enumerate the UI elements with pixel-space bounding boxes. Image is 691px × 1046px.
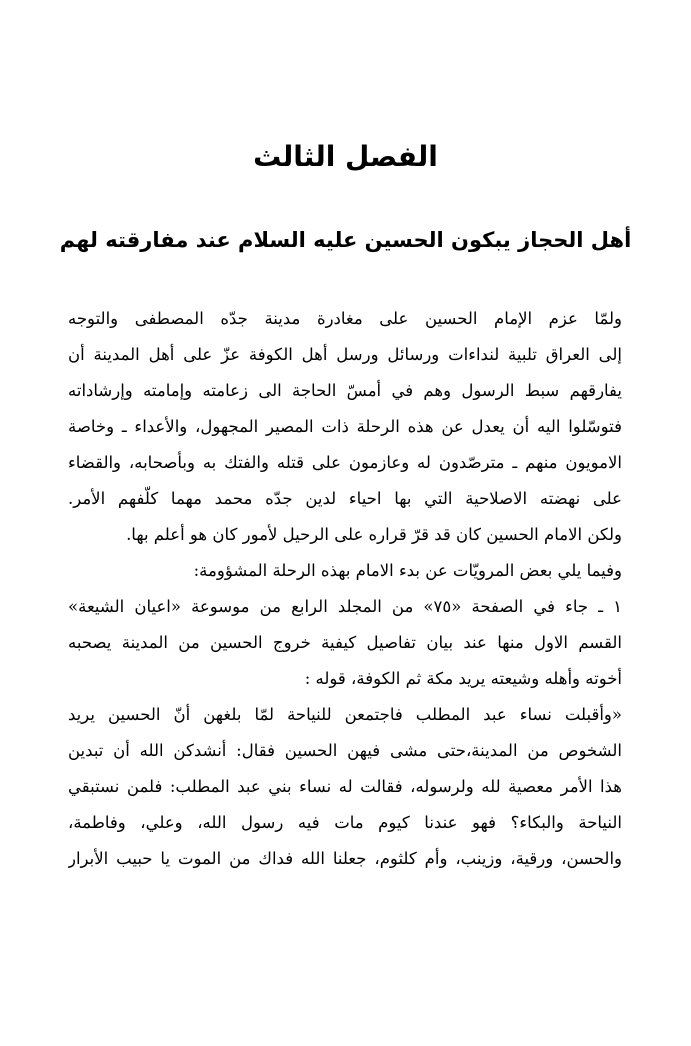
text-line: القسم الاول منها عند بيان تفاصيل كيفية خروج الحسين من المدينة يصحبه <box>68 633 622 652</box>
text-line: يفارقهم سبط الرسول وهم في أمسّ الحاجة الى زعامته وإمامته وإرشاداته <box>68 381 622 400</box>
body-text <box>68 301 622 877</box>
text-line: ولكن الامام الحسين كان قد قرّ قراره على الرحيل لأمور كان هو أعلم بها. <box>126 525 622 544</box>
text-line: والحسن، ورقية، وزينب، وأم كلثوم، جعلنا الله فداك من الموت يا حبيب الأبرار <box>68 849 622 868</box>
text-line: فتوسّلوا اليه أن يعدل عن هذه الرحلة ذات المصير المجهول، والأعداء ـ وخاصة <box>68 417 622 436</box>
text-line: ولمّا عزم الإمام الحسين على مغادرة مدينة جدّه المصطفى والتوجه <box>68 309 622 328</box>
text-line: الامويون منهم ـ مترصّدون له وعازمون على قتله والفتك به وبأصحابه، والقضاء <box>68 453 622 472</box>
text-line: ١ ـ جاء في الصفحة «٧٥» من المجلد الرابع من موسوعة «اعيان الشيعة» <box>68 597 622 616</box>
text-line: إلى العراق تلبية لنداءات ورسائل ورسل أهل الكوفة عزّ على أهل المدينة أن <box>68 345 622 364</box>
section-title: أهل الحجاز يبكون الحسين عليه السلام عند مفارقته لهم <box>59 228 632 252</box>
text-line: على نهضته الاصلاحية التي بها احياء لدين جدّه محمد مهما كلّفهم الأمر. <box>68 489 622 508</box>
text-line: الشخوص من المدينة،حتى مشى فيهن الحسين فقال: أنشدكن الله أن تبدين <box>68 741 622 760</box>
text-line: هذا الأمر معصية لله ولرسوله، فقالت له نساء بني عبد المطلب: فلمن نستبقي <box>68 777 622 796</box>
text-line: وفيما يلي بعض المرويّات عن بدء الامام بهذه الرحلة المشؤومة: <box>193 561 622 580</box>
text-line: أخوته وأهله وشيعته يريد مكة ثم الكوفة، قوله : <box>304 669 622 688</box>
text-line: النياحة والبكاء؟ فهو عندنا كيوم مات فيه رسول الله، وعلي، وفاطمة، <box>68 813 622 832</box>
chapter-title: الفصل الثالث <box>253 140 438 173</box>
text-line: «وأقبلت نساء عبد المطلب فاجتمعن للنياحة لمّا بلغهن أنّ الحسين يريد <box>68 705 622 724</box>
